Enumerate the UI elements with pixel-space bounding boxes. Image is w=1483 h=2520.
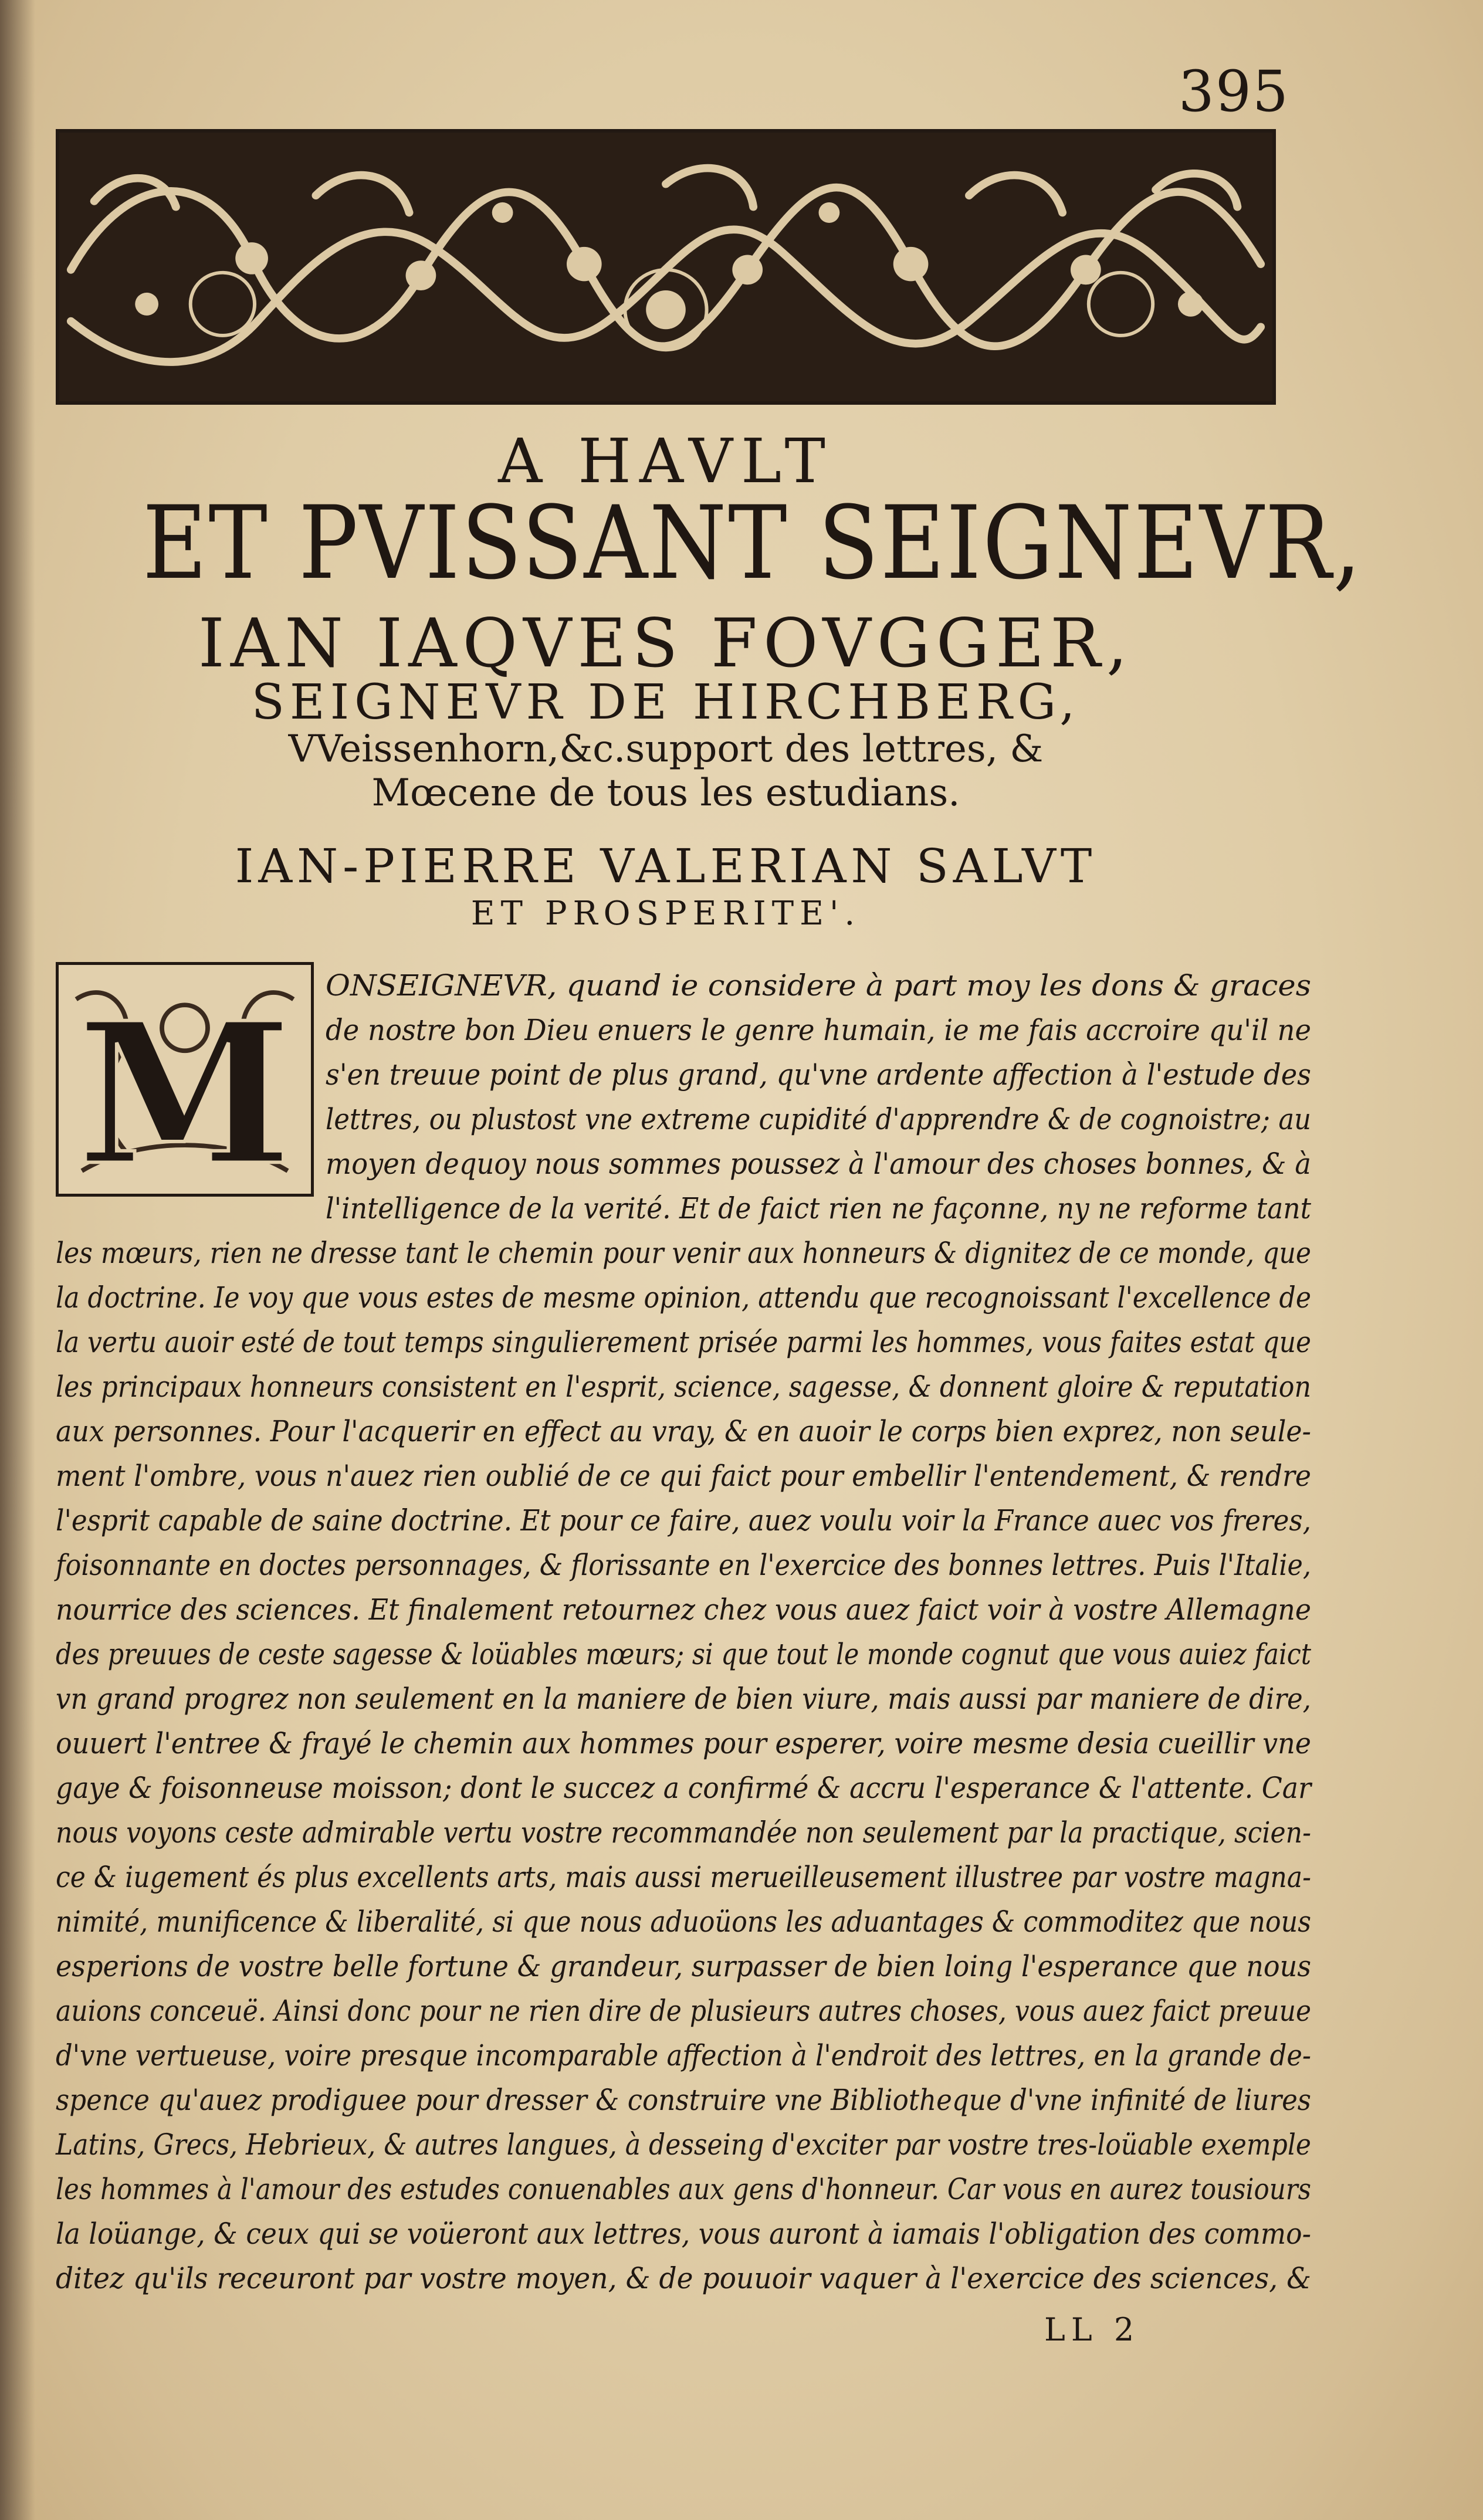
body-line-15: nourrice des sciences. Et finalement retournez chez vous auez faict voir à vostre Allemagne [56,1593,1311,1627]
title-line-1: A HAVLT [498,425,834,497]
body-line-11: aux personnes. Pour l'acquerir en effect au vray, & en auoir le corps bien exprez, non seule- [56,1414,1311,1448]
body-line-3: s'en treuue point de plus grand, qu'vne ardente affection à l'estude des [326,1058,1311,1092]
page-number: 395 [1178,59,1289,124]
title-line-4: SEIGNEVR DE HIRCHBERG, [251,675,1081,730]
body-line-12: ment l'ombre, vous n'auez rien oublié de ce qui faict pour embellir l'entendement, & rendre [56,1459,1311,1493]
body-line-16: des preuues de ceste sagesse & loüables mœurs; si que tout le monde cognut que vous auiez faict [56,1637,1311,1671]
body-line-28: les hommes à l'amour des estudes conuenables aux gens d'honneur. Car vous en aurez tousiours [56,2172,1311,2206]
body-line-1: ONSEIGNEVR, quand ie considere à part moy les dons & graces [326,968,1311,1002]
body-line-30: ditez qu'ils receuront par vostre moyen, & de pouuoir vaquer à l'exercice des sciences, & [56,2261,1311,2295]
title-line-5: VVeissenhorn,&c.support des lettres, & [288,727,1044,771]
drop-cap-letter: M [77,980,293,1194]
body-line-6: l'intelligence de la verité. Et de faict rien ne façonne, ny ne reforme tant [326,1191,1311,1225]
salutation-line-1: IAN-PIERRE VALERIAN SALVT [235,839,1097,893]
body-line-5: moyen dequoy nous sommes poussez à l'amour des choses bonnes, & à [326,1147,1311,1181]
headpiece-engraving [59,133,1272,401]
body-line-7: les mœurs, rien ne dresse tant le chemin pour venir aux honneurs & dignitez de ce monde, que [56,1236,1311,1270]
body-line-24: auions conceuë. Ainsi donc pour ne rien dire de plusieurs autres choses, vous auez faict preuue [56,1994,1311,2028]
body-line-19: gaye & foisonneuse moisson; dont le succez a confirmé & accru l'esperance & l'attente. Car [56,1771,1311,1805]
ornamental-headpiece [56,129,1276,405]
title-line-3: IAN IAQVES FOVGGER, [198,604,1134,682]
body-line-10: les principaux honneurs consistent en l'esprit, science, sagesse, & donnent gloire & reputation [56,1370,1311,1404]
body-line-23: esperions de vostre belle fortune & grandeur, surpasser de bien loing l'esperance que nous [56,1949,1311,1983]
body-line-26: spence qu'auez prodiguee pour dresser & construire vne Bibliotheque d'vne infinité de liures [56,2083,1311,2117]
salutation-line-2: ET PROSPERITE'. [470,895,861,933]
decorated-initial [56,962,314,1197]
page-gutter-shadow [0,0,35,2520]
decorated-initial-m [59,965,311,1194]
body-line-29: la loüange, & ceux qui se voüeront aux lettres, vous auront à iamais l'obligation des commo- [56,2217,1311,2251]
body-line-25: d'vne vertueuse, voire presque incomparable affection à l'endroit des lettres, en la grande de- [56,2038,1311,2072]
body-line-13: l'esprit capable de saine doctrine. Et pour ce faire, auez voulu voir la France auec vos freres, [56,1503,1311,1537]
body-line-21: ce & iugement és plus excellents arts, mais aussi merueilleusement illustree par vostre magna- [56,1860,1311,1894]
title-line-2: ET PVISSANT SEIGNEVR, [142,484,1363,602]
body-line-14: foisonnante en doctes personnages, & florissante en l'exercice des bonnes lettres. Puis l'Italie, [56,1548,1311,1582]
body-line-27: Latins, Grecs, Hebrieux, & autres langues, à desseing d'exciter par vostre tres-loüable exemple [56,2128,1311,2162]
body-line-2: de nostre bon Dieu enuers le genre humain, ie me fais accroire qu'il ne [326,1013,1311,1047]
body-line-17: vn grand progrez non seulement en la maniere de bien viure, mais aussi par maniere de dire, [56,1682,1311,1716]
body-line-20: nous voyons ceste admirable vertu vostre recommandée non seulement par la practique, scien- [56,1816,1311,1850]
signature-mark: LL 2 [1044,2311,1140,2348]
body-line-8: la doctrine. Ie voy que vous estes de mesme opinion, attendu que recognoissant l'excellence de [56,1281,1311,1315]
body-line-9: la vertu auoir esté de tout temps singulierement prisée parmi les hommes, vous faites estat que [56,1325,1311,1359]
body-line-4: lettres, ou plustost vne extreme cupidité d'apprendre & de cognoistre; au [326,1102,1311,1136]
body-line-22: nimité, munificence & liberalité, si que nous aduoüons les aduantages & commoditez que nous [56,1905,1311,1939]
title-line-6: Mœcene de tous les estudians. [371,771,960,815]
body-line-18: ouuert l'entree & frayé le chemin aux hommes pour esperer, voire mesme desia cueillir vne [56,1726,1311,1760]
